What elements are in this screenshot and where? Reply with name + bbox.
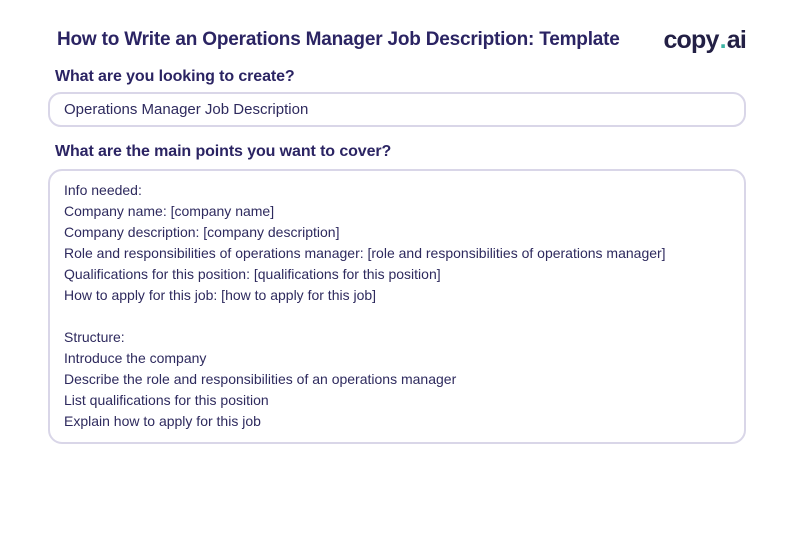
page-title: How to Write an Operations Manager Job Description: Template xyxy=(57,29,620,50)
logo-tld: ai xyxy=(726,26,746,54)
logo-dot-accent: . xyxy=(719,26,726,54)
create-question-label: What are you looking to create? xyxy=(55,68,295,85)
logo-word: copy xyxy=(663,26,719,54)
main-points-question-label: What are the main points you want to cover? xyxy=(55,143,392,160)
copyai-logo xyxy=(663,27,746,53)
main-points-textarea[interactable] xyxy=(48,169,746,444)
template-page xyxy=(48,27,746,444)
create-input[interactable] xyxy=(48,92,746,127)
page-header xyxy=(48,27,746,53)
